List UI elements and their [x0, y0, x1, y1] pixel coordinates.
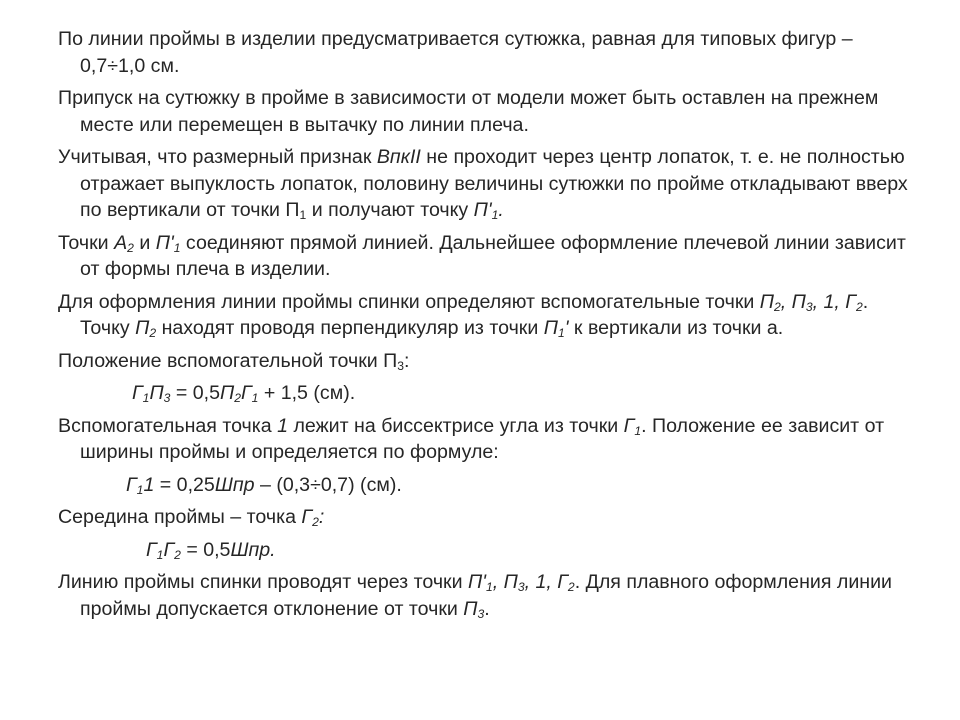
subscript: 1	[173, 240, 181, 255]
text-segment: Точки	[58, 231, 115, 254]
text-segment: к вертикали из точки а.	[568, 317, 784, 339]
text-segment: П	[543, 317, 558, 339]
text-segment: – (0,3÷0,7) (см).	[254, 473, 402, 496]
text-segment: , 1, Г	[812, 290, 856, 313]
text-segment: и	[133, 231, 156, 254]
text-segment: П'	[468, 571, 486, 593]
paragraph-vspomogatelnaya-1	[58, 413, 908, 466]
text-segment: = 0,5	[180, 538, 231, 561]
subscript: 2	[312, 515, 319, 530]
text-segment: П	[135, 317, 150, 339]
subscript: 2	[127, 240, 134, 255]
subscript: 3	[163, 391, 171, 406]
text-segment: Для оформления линии проймы спинки определяют вспомогательные точки	[58, 290, 760, 313]
text-segment: соединяют прямой линией. Дальнейшее оформление плечевой линии зависит от формы плеча в изделии.	[80, 231, 906, 280]
paragraph-polozhenie-p3	[58, 348, 908, 375]
text-segment: . Для плавного оформления линии проймы допускается отклонение от точки	[80, 571, 892, 620]
text-segment: П	[219, 382, 235, 404]
formula-line-formula-g1p3	[58, 380, 908, 407]
text-segment: Г	[126, 473, 137, 496]
text-segment: Линию проймы спинки проводят через точки	[58, 571, 468, 593]
text-segment: Г	[240, 382, 252, 404]
text-segment: Шпр.	[230, 538, 276, 561]
text-segment: :	[404, 349, 410, 372]
text-segment: .	[498, 199, 504, 221]
paragraph-liniyu-proymy	[58, 569, 908, 622]
text-segment: , П	[780, 290, 806, 313]
paragraph-tochki-a2	[58, 230, 908, 283]
subscript: 3	[397, 358, 405, 373]
text-segment: П	[759, 290, 774, 313]
formula-line-formula-g1g2	[58, 537, 908, 564]
text-segment: Г	[146, 538, 157, 561]
paragraph-seredina	[58, 504, 908, 531]
subscript: 1	[156, 547, 164, 562]
text-segment: и получают точку	[306, 199, 474, 221]
subscript: 3	[805, 299, 813, 314]
text-segment: Припуск на сутюжку в пройме в зависимости от модели может быть оставлен на прежнем месте или перемещен в вытачку по линии плеча.	[58, 87, 879, 136]
slide-text-body	[58, 26, 908, 628]
text-segment: лежит на биссектрисе угла из точки	[288, 414, 624, 437]
text-segment: .	[484, 597, 490, 620]
subscript: 1	[299, 208, 307, 223]
text-segment: . Точку	[80, 290, 869, 339]
text-segment: Г	[132, 382, 143, 404]
text-segment: Середина проймы – точка	[58, 506, 302, 528]
subscript: 2	[234, 391, 241, 406]
text-segment: П'	[155, 231, 174, 254]
text-segment: Положение вспомогательной точки П	[58, 349, 398, 372]
formula-line-formula-g11	[58, 472, 908, 499]
text-segment: , 1, Г	[524, 571, 568, 593]
text-segment: А	[114, 231, 128, 254]
text-segment: . Положение ее зависит от ширины проймы и определяется по формуле:	[80, 414, 885, 463]
text-segment: Вспомогательная точка	[58, 414, 278, 437]
text-segment: П	[463, 597, 478, 620]
subscript: 3	[477, 606, 485, 621]
text-segment: 1	[277, 414, 289, 437]
subscript: 1	[251, 391, 259, 406]
text-segment: '	[564, 317, 569, 339]
paragraph-pripusk	[58, 85, 908, 138]
subscript: 1	[142, 391, 150, 406]
subscript: 3	[517, 580, 525, 595]
subscript: 1	[557, 326, 565, 341]
subscript: 2	[149, 326, 157, 341]
paragraph-uchityvaya	[58, 144, 908, 224]
text-segment: Шпр	[214, 473, 255, 496]
text-segment: = 0,5	[170, 382, 220, 404]
text-segment: Г	[623, 414, 635, 437]
text-segment: находят проводя перпендикуляр из точки	[156, 317, 544, 339]
text-segment: Учитывая, что размерный признак	[58, 146, 377, 168]
subscript: 1	[491, 208, 499, 223]
text-segment: + 1,5 (см).	[258, 382, 356, 404]
subscript: 2	[567, 580, 575, 595]
subscript: 1	[136, 482, 144, 497]
text-segment: П'	[473, 199, 492, 221]
subscript: 1	[634, 423, 642, 438]
text-segment: По линии проймы в изделии предусматривается сутюжка, равная для типовых фигур – 0,7÷1,0 см.	[58, 28, 853, 77]
text-segment: 1	[143, 473, 155, 496]
text-segment: , П	[492, 571, 518, 593]
text-segment: = 0,25	[154, 473, 215, 496]
text-segment: ВпкII	[376, 146, 421, 168]
subscript: 2	[855, 299, 863, 314]
text-segment: Г	[301, 506, 313, 528]
paragraph-sutyuzhka-intro	[58, 26, 908, 79]
subscript: 1	[485, 580, 493, 595]
text-segment: П	[149, 382, 164, 404]
text-segment: Г	[163, 538, 175, 561]
text-segment: :	[318, 506, 325, 528]
text-segment: не проходит через центр лопаток, т. е. не полностью отражает выпуклость лопаток, половину величины сутюжки по пройме откладывают вверх по вертикали от точки П	[80, 146, 908, 221]
subscript: 2	[774, 299, 781, 314]
paragraph-oformlenie	[58, 289, 908, 342]
subscript: 2	[174, 547, 181, 562]
